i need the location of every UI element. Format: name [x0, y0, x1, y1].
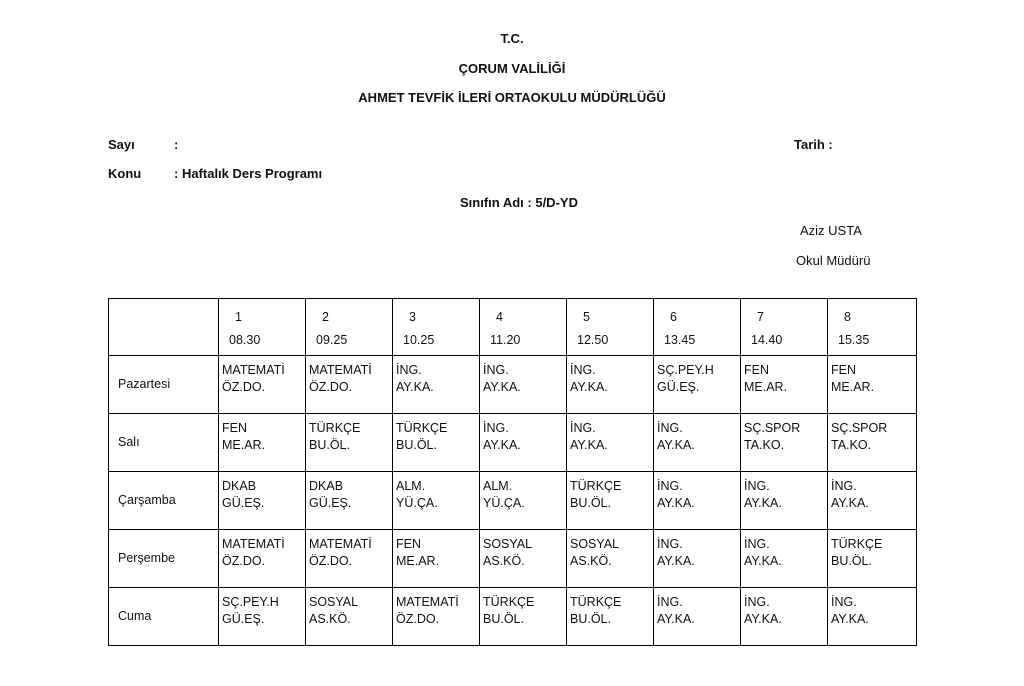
period-time: 11.20 [490, 333, 521, 347]
lesson-subject: MATEMATİ [309, 537, 372, 551]
lesson-cell [654, 530, 741, 588]
lesson-teacher: GÜ.EŞ. [222, 612, 265, 626]
sayi-label: Sayı [108, 137, 135, 152]
lesson-teacher: AY.KA. [657, 554, 695, 568]
lesson-subject: MATEMATİ [396, 595, 459, 609]
lesson-subject: SOSYAL [570, 537, 620, 551]
lesson-cell [741, 472, 828, 530]
lesson-teacher: YÜ.ÇA. [483, 496, 525, 510]
period-number: 3 [409, 310, 416, 324]
lesson-teacher: ME.AR. [831, 380, 875, 394]
lesson-subject: İNG. [831, 479, 857, 493]
lesson-teacher: AS.KÖ. [483, 554, 525, 568]
period-time: 12.50 [577, 333, 609, 347]
lesson-subject: ALM. [396, 479, 426, 493]
lesson-subject: MATEMATİ [222, 363, 285, 377]
lesson-cell [306, 588, 393, 646]
lesson-teacher: ME.AR. [222, 438, 266, 452]
lesson-subject: MATEMATİ [222, 537, 285, 551]
lesson-teacher: AY.KA. [657, 496, 695, 510]
lesson-cell [219, 356, 306, 414]
principal-name: Aziz USTA [800, 223, 862, 238]
lesson-teacher: AY.KA. [570, 380, 608, 394]
lesson-teacher: AY.KA. [483, 438, 521, 452]
lesson-cell [393, 414, 480, 472]
lesson-subject: İNG. [744, 537, 770, 551]
lesson-subject: SÇ.PEY.H [222, 595, 279, 609]
lesson-teacher: ÖZ.DO. [309, 380, 353, 394]
lesson-cell [654, 356, 741, 414]
day-row [109, 530, 917, 588]
lesson-subject: TÜRKÇE [309, 421, 361, 435]
lesson-subject: SÇ.SPOR [831, 421, 888, 435]
lesson-subject: TÜRKÇE [570, 479, 622, 493]
lesson-cell [306, 356, 393, 414]
lesson-cell [306, 472, 393, 530]
day-row [109, 472, 917, 530]
lesson-teacher: AY.KA. [744, 496, 782, 510]
lesson-teacher: BU.ÖL. [570, 612, 611, 626]
lesson-cell [567, 414, 654, 472]
lesson-teacher: ÖZ.DO. [396, 612, 440, 626]
lesson-teacher: ÖZ.DO. [222, 380, 266, 394]
lesson-subject: ALM. [483, 479, 513, 493]
lesson-teacher: AY.KA. [570, 438, 608, 452]
lesson-cell [828, 530, 917, 588]
period-header-cell [828, 299, 917, 356]
lesson-cell [828, 414, 917, 472]
day-name: Cuma [109, 588, 219, 646]
period-header-row [109, 299, 917, 356]
lesson-subject: SOSYAL [309, 595, 359, 609]
lesson-teacher: BU.ÖL. [483, 612, 524, 626]
period-time: 15.35 [838, 333, 870, 347]
period-header-cell [480, 299, 567, 356]
lesson-cell [219, 472, 306, 530]
lesson-teacher: AS.KÖ. [570, 554, 612, 568]
lesson-cell [741, 414, 828, 472]
lesson-teacher: AY.KA. [831, 612, 869, 626]
lesson-cell [828, 472, 917, 530]
lesson-subject: DKAB [309, 479, 344, 493]
lesson-teacher: BU.ÖL. [570, 496, 611, 510]
lesson-teacher: ÖZ.DO. [222, 554, 266, 568]
lesson-cell [393, 472, 480, 530]
lesson-cell [654, 588, 741, 646]
lesson-subject: İNG. [396, 363, 422, 377]
lesson-cell [393, 588, 480, 646]
period-number: 7 [757, 310, 764, 324]
lesson-teacher: YÜ.ÇA. [396, 496, 438, 510]
lesson-teacher: AY.KA. [831, 496, 869, 510]
period-header-cell [393, 299, 480, 356]
lesson-subject: İNG. [657, 595, 683, 609]
lesson-teacher: AY.KA. [483, 380, 521, 394]
lesson-cell [741, 530, 828, 588]
lesson-subject: İNG. [831, 595, 857, 609]
period-header-cell [741, 299, 828, 356]
sayi-colon: : [174, 137, 179, 152]
period-number: 4 [496, 310, 503, 324]
lesson-cell [567, 588, 654, 646]
lesson-cell [741, 588, 828, 646]
header-governorship: ÇORUM VALİLİĞİ [458, 61, 566, 76]
lesson-teacher: BU.ÖL. [396, 438, 437, 452]
period-number: 5 [583, 310, 590, 324]
lesson-teacher: AS.KÖ. [309, 612, 351, 626]
lesson-subject: İNG. [657, 537, 683, 551]
day-row [109, 588, 917, 646]
lesson-teacher: TA.KO. [744, 438, 785, 452]
lesson-cell [654, 472, 741, 530]
day-row [109, 414, 917, 472]
lesson-cell [828, 356, 917, 414]
period-time: 14.40 [751, 333, 783, 347]
lesson-subject: İNG. [570, 421, 596, 435]
lesson-subject: TÜRKÇE [570, 595, 622, 609]
lesson-subject: İNG. [657, 421, 683, 435]
lesson-teacher: AY.KA. [657, 438, 695, 452]
lesson-cell [654, 414, 741, 472]
period-number: 6 [670, 310, 677, 324]
period-header-cell [654, 299, 741, 356]
lesson-cell [393, 356, 480, 414]
lesson-subject: FEN [396, 537, 421, 551]
header-school-directorate: AHMET TEVFİK İLERİ ORTAOKULU MÜDÜRLÜĞÜ [358, 90, 666, 105]
header-tc: T.C. [500, 31, 524, 46]
lesson-teacher: AY.KA. [744, 554, 782, 568]
period-time: 09.25 [316, 333, 348, 347]
lesson-subject: FEN [222, 421, 247, 435]
lesson-teacher: GÜ.EŞ. [222, 496, 265, 510]
lesson-teacher: AY.KA. [744, 612, 782, 626]
lesson-teacher: AY.KA. [657, 612, 695, 626]
period-time: 13.45 [664, 333, 696, 347]
lesson-cell [219, 588, 306, 646]
day-row [109, 356, 917, 414]
day-name: Perşembe [109, 530, 219, 588]
lesson-cell [306, 530, 393, 588]
lesson-cell [393, 530, 480, 588]
day-name: Pazartesi [109, 356, 219, 414]
lesson-cell [480, 588, 567, 646]
period-header-cell [567, 299, 654, 356]
lesson-subject: İNG. [570, 363, 596, 377]
lesson-subject: FEN [744, 363, 769, 377]
period-time: 10.25 [403, 333, 435, 347]
konu-value: : Haftalık Ders Programı [174, 166, 323, 181]
period-number: 1 [235, 310, 242, 324]
weekly-schedule-table [108, 298, 917, 646]
lesson-teacher: BU.ÖL. [309, 438, 350, 452]
lesson-cell [741, 356, 828, 414]
lesson-cell [567, 356, 654, 414]
lesson-cell [480, 530, 567, 588]
lesson-subject: İNG. [483, 421, 509, 435]
lesson-subject: FEN [831, 363, 856, 377]
lesson-teacher: ÖZ.DO. [309, 554, 353, 568]
lesson-teacher: BU.ÖL. [831, 554, 872, 568]
day-name: Çarşamba [109, 472, 219, 530]
lesson-teacher: GÜ.EŞ. [309, 496, 352, 510]
lesson-subject: İNG. [483, 363, 509, 377]
lesson-cell [219, 530, 306, 588]
lesson-teacher: GÜ.EŞ. [657, 380, 700, 394]
lesson-subject: SÇ.SPOR [744, 421, 801, 435]
tarih-label: Tarih : [794, 137, 833, 152]
lesson-cell [567, 530, 654, 588]
konu-label: Konu [108, 166, 142, 181]
day-name: Salı [109, 414, 219, 472]
lesson-subject: DKAB [222, 479, 257, 493]
lesson-teacher: TA.KO. [831, 438, 872, 452]
lesson-cell [567, 472, 654, 530]
period-number: 2 [322, 310, 329, 324]
lesson-cell [480, 356, 567, 414]
lesson-subject: SOSYAL [483, 537, 533, 551]
lesson-subject: TÜRKÇE [396, 421, 448, 435]
lesson-subject: SÇ.PEY.H [657, 363, 714, 377]
lesson-cell [480, 472, 567, 530]
class-name: Sınıfın Adı : 5/D-YD [460, 195, 578, 210]
lesson-subject: MATEMATİ [309, 363, 372, 377]
period-header-cell [306, 299, 393, 356]
period-header-cell [219, 299, 306, 356]
lesson-subject: İNG. [744, 595, 770, 609]
period-number: 8 [844, 310, 851, 324]
lesson-cell [828, 588, 917, 646]
lesson-teacher: ME.AR. [744, 380, 788, 394]
corner-cell [109, 299, 219, 356]
lesson-teacher: AY.KA. [396, 380, 434, 394]
lesson-subject: İNG. [744, 479, 770, 493]
lesson-subject: TÜRKÇE [483, 595, 535, 609]
period-time: 08.30 [229, 333, 261, 347]
principal-title: Okul Müdürü [796, 253, 871, 268]
lesson-teacher: ME.AR. [396, 554, 440, 568]
lesson-subject: TÜRKÇE [831, 537, 883, 551]
lesson-cell [219, 414, 306, 472]
lesson-cell [306, 414, 393, 472]
lesson-cell [480, 414, 567, 472]
lesson-subject: İNG. [657, 479, 683, 493]
